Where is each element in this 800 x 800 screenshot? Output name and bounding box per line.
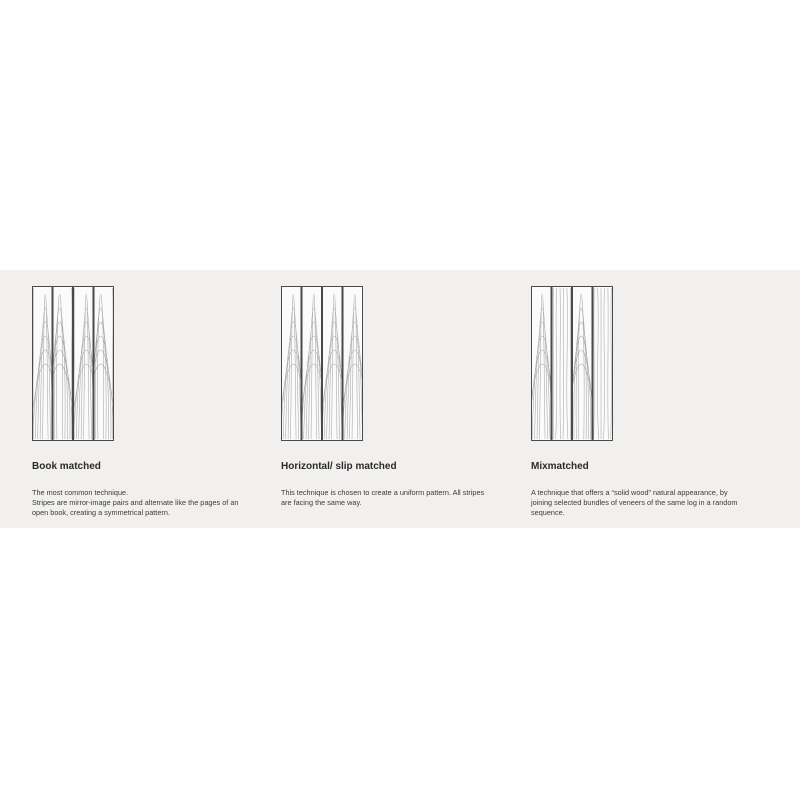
technique-description (531, 488, 781, 518)
technique-card-slip-matched (281, 286, 531, 508)
description-line: Stripes are mirror-image pairs and alternate like the pages of an (32, 498, 239, 507)
description-line: joining selected bundles of veneers of the same log in a random (531, 498, 738, 507)
description-line: are facing the same way. (281, 498, 362, 507)
description-line: open book, creating a symmetrical pattern. (32, 508, 170, 517)
book-matched-veneer-illustration (32, 286, 114, 441)
technique-title: Mixmatched (531, 461, 589, 472)
technique-description (32, 488, 282, 518)
description-line: A technique that offers a “solid wood” natural appearance, by (531, 488, 728, 497)
technique-card-book-matched (32, 286, 282, 518)
technique-title: Book matched (32, 461, 101, 472)
description-line: sequence. (531, 508, 565, 517)
veneer-stripe (340, 287, 363, 441)
veneer-stripe (552, 287, 572, 441)
technique-description (281, 488, 531, 508)
veneer-matching-section (0, 270, 800, 528)
slip-matched-veneer-illustration (281, 286, 363, 441)
mixmatched-veneer-illustration (531, 286, 613, 441)
description-line: This technique is chosen to create a uniform pattern. All stripes (281, 488, 485, 497)
veneer-stripe (593, 287, 613, 441)
technique-card-mixmatched (531, 286, 781, 518)
technique-title: Horizontal/ slip matched (281, 461, 397, 472)
description-line: The most common technique. (32, 488, 129, 497)
